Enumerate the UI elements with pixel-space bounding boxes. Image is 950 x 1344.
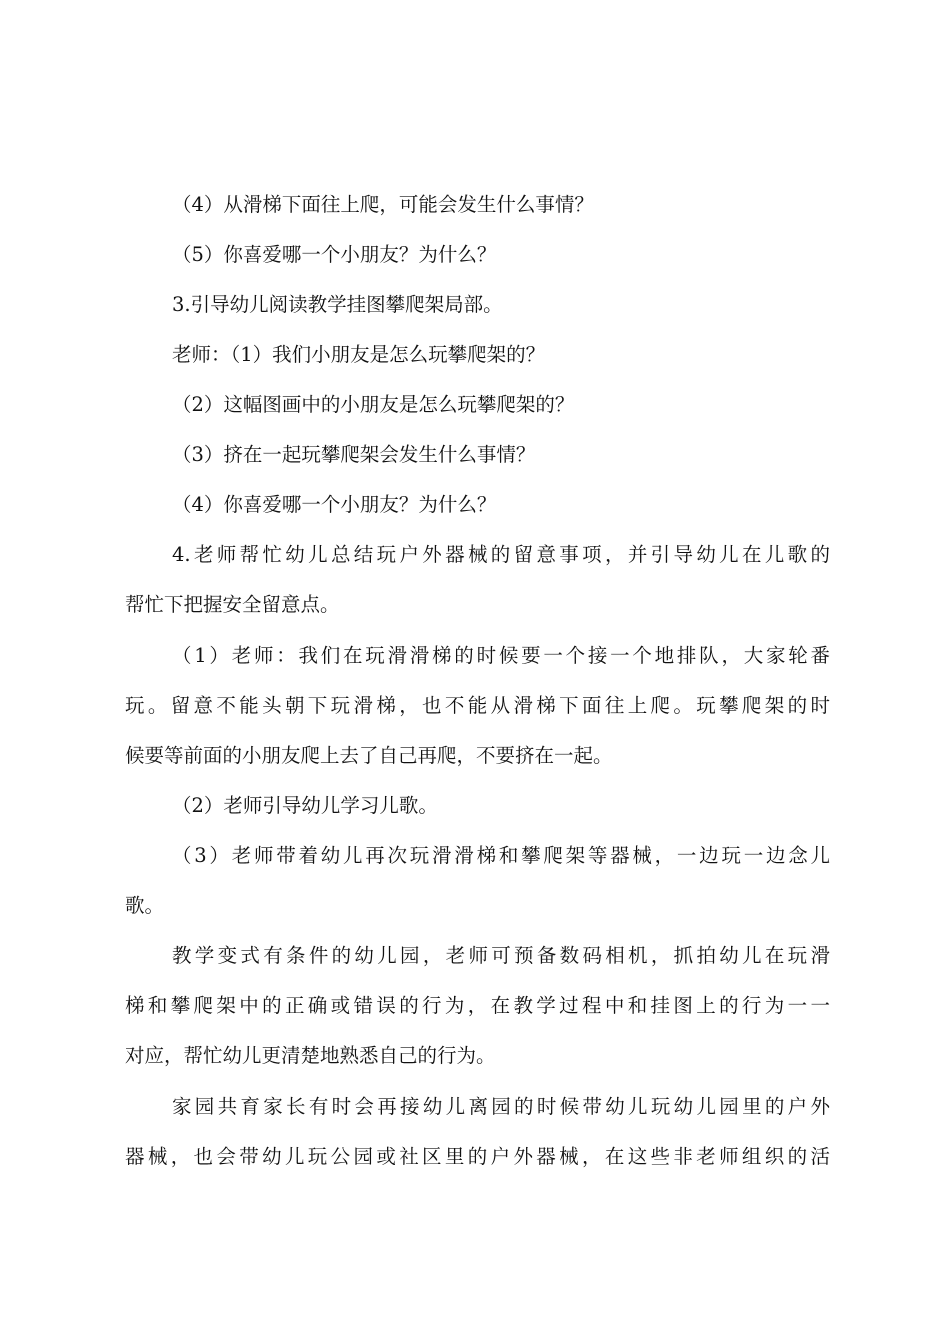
paragraph-home-school-line-1: 家园共育家长有时会再接幼儿离园的时候带幼儿玩幼儿园里的户外	[172, 1095, 830, 1118]
paragraph-variation-line-3: 对应，帮忙幼儿更清楚地熟悉自己的行为。	[125, 1044, 496, 1067]
paragraph-teacher-rules-line-3: 候要等前面的小朋友爬上去了自己再爬，不要挤在一起。	[125, 744, 613, 767]
paragraph-teacher-rules-line-2: 玩。留意不能头朝下玩滑梯，也不能从滑梯下面往上爬。玩攀爬架的时	[125, 694, 830, 717]
paragraph-teacher-rules-line-1: （1）老师：我们在玩滑滑梯的时候要一个接一个地排队，大家轮番	[172, 644, 830, 667]
paragraph-question-4-favorite: （4）你喜爱哪一个小朋友？为什么？	[172, 493, 497, 516]
paragraph-play-again-line-2: 歌。	[125, 894, 165, 917]
paragraph-question-4-slide: （4）从滑梯下面往上爬，可能会发生什么事情？	[172, 193, 594, 216]
paragraph-question-3-crowding: （3）挤在一起玩攀爬架会发生什么事情？	[172, 443, 536, 466]
paragraph-variation-line-2: 梯和攀爬架中的正确或错误的行为，在教学过程中和挂图上的行为一一	[125, 994, 830, 1017]
paragraph-learn-song: （2）老师引导幼儿学习儿歌。	[172, 794, 438, 817]
paragraph-step-4-line-2: 帮忙下把握安全留意点。	[125, 593, 340, 616]
paragraph-variation-line-1: 教学变式有条件的幼儿园，老师可预备数码相机，抓拍幼儿在玩滑	[172, 944, 830, 967]
paragraph-step-3: 3.引导幼儿阅读教学挂图攀爬架局部。	[172, 293, 503, 316]
paragraph-question-5-favorite: （5）你喜爱哪一个小朋友？为什么？	[172, 243, 497, 266]
paragraph-home-school-line-2: 器械，也会带幼儿玩公园或社区里的户外器械，在这些非老师组织的活	[125, 1145, 830, 1168]
paragraph-question-2-picture: （2）这幅图画中的小朋友是怎么玩攀爬架的？	[172, 393, 575, 416]
paragraph-play-again-line-1: （3）老师带着幼儿再次玩滑滑梯和攀爬架等器械，一边玩一边念儿	[172, 844, 830, 867]
paragraph-teacher-question-1: 老师：（1）我们小朋友是怎么玩攀爬架的？	[172, 343, 546, 366]
paragraph-step-4-line-1: 4.老师帮忙幼儿总结玩户外器械的留意事项，并引导幼儿在儿歌的	[172, 543, 830, 566]
